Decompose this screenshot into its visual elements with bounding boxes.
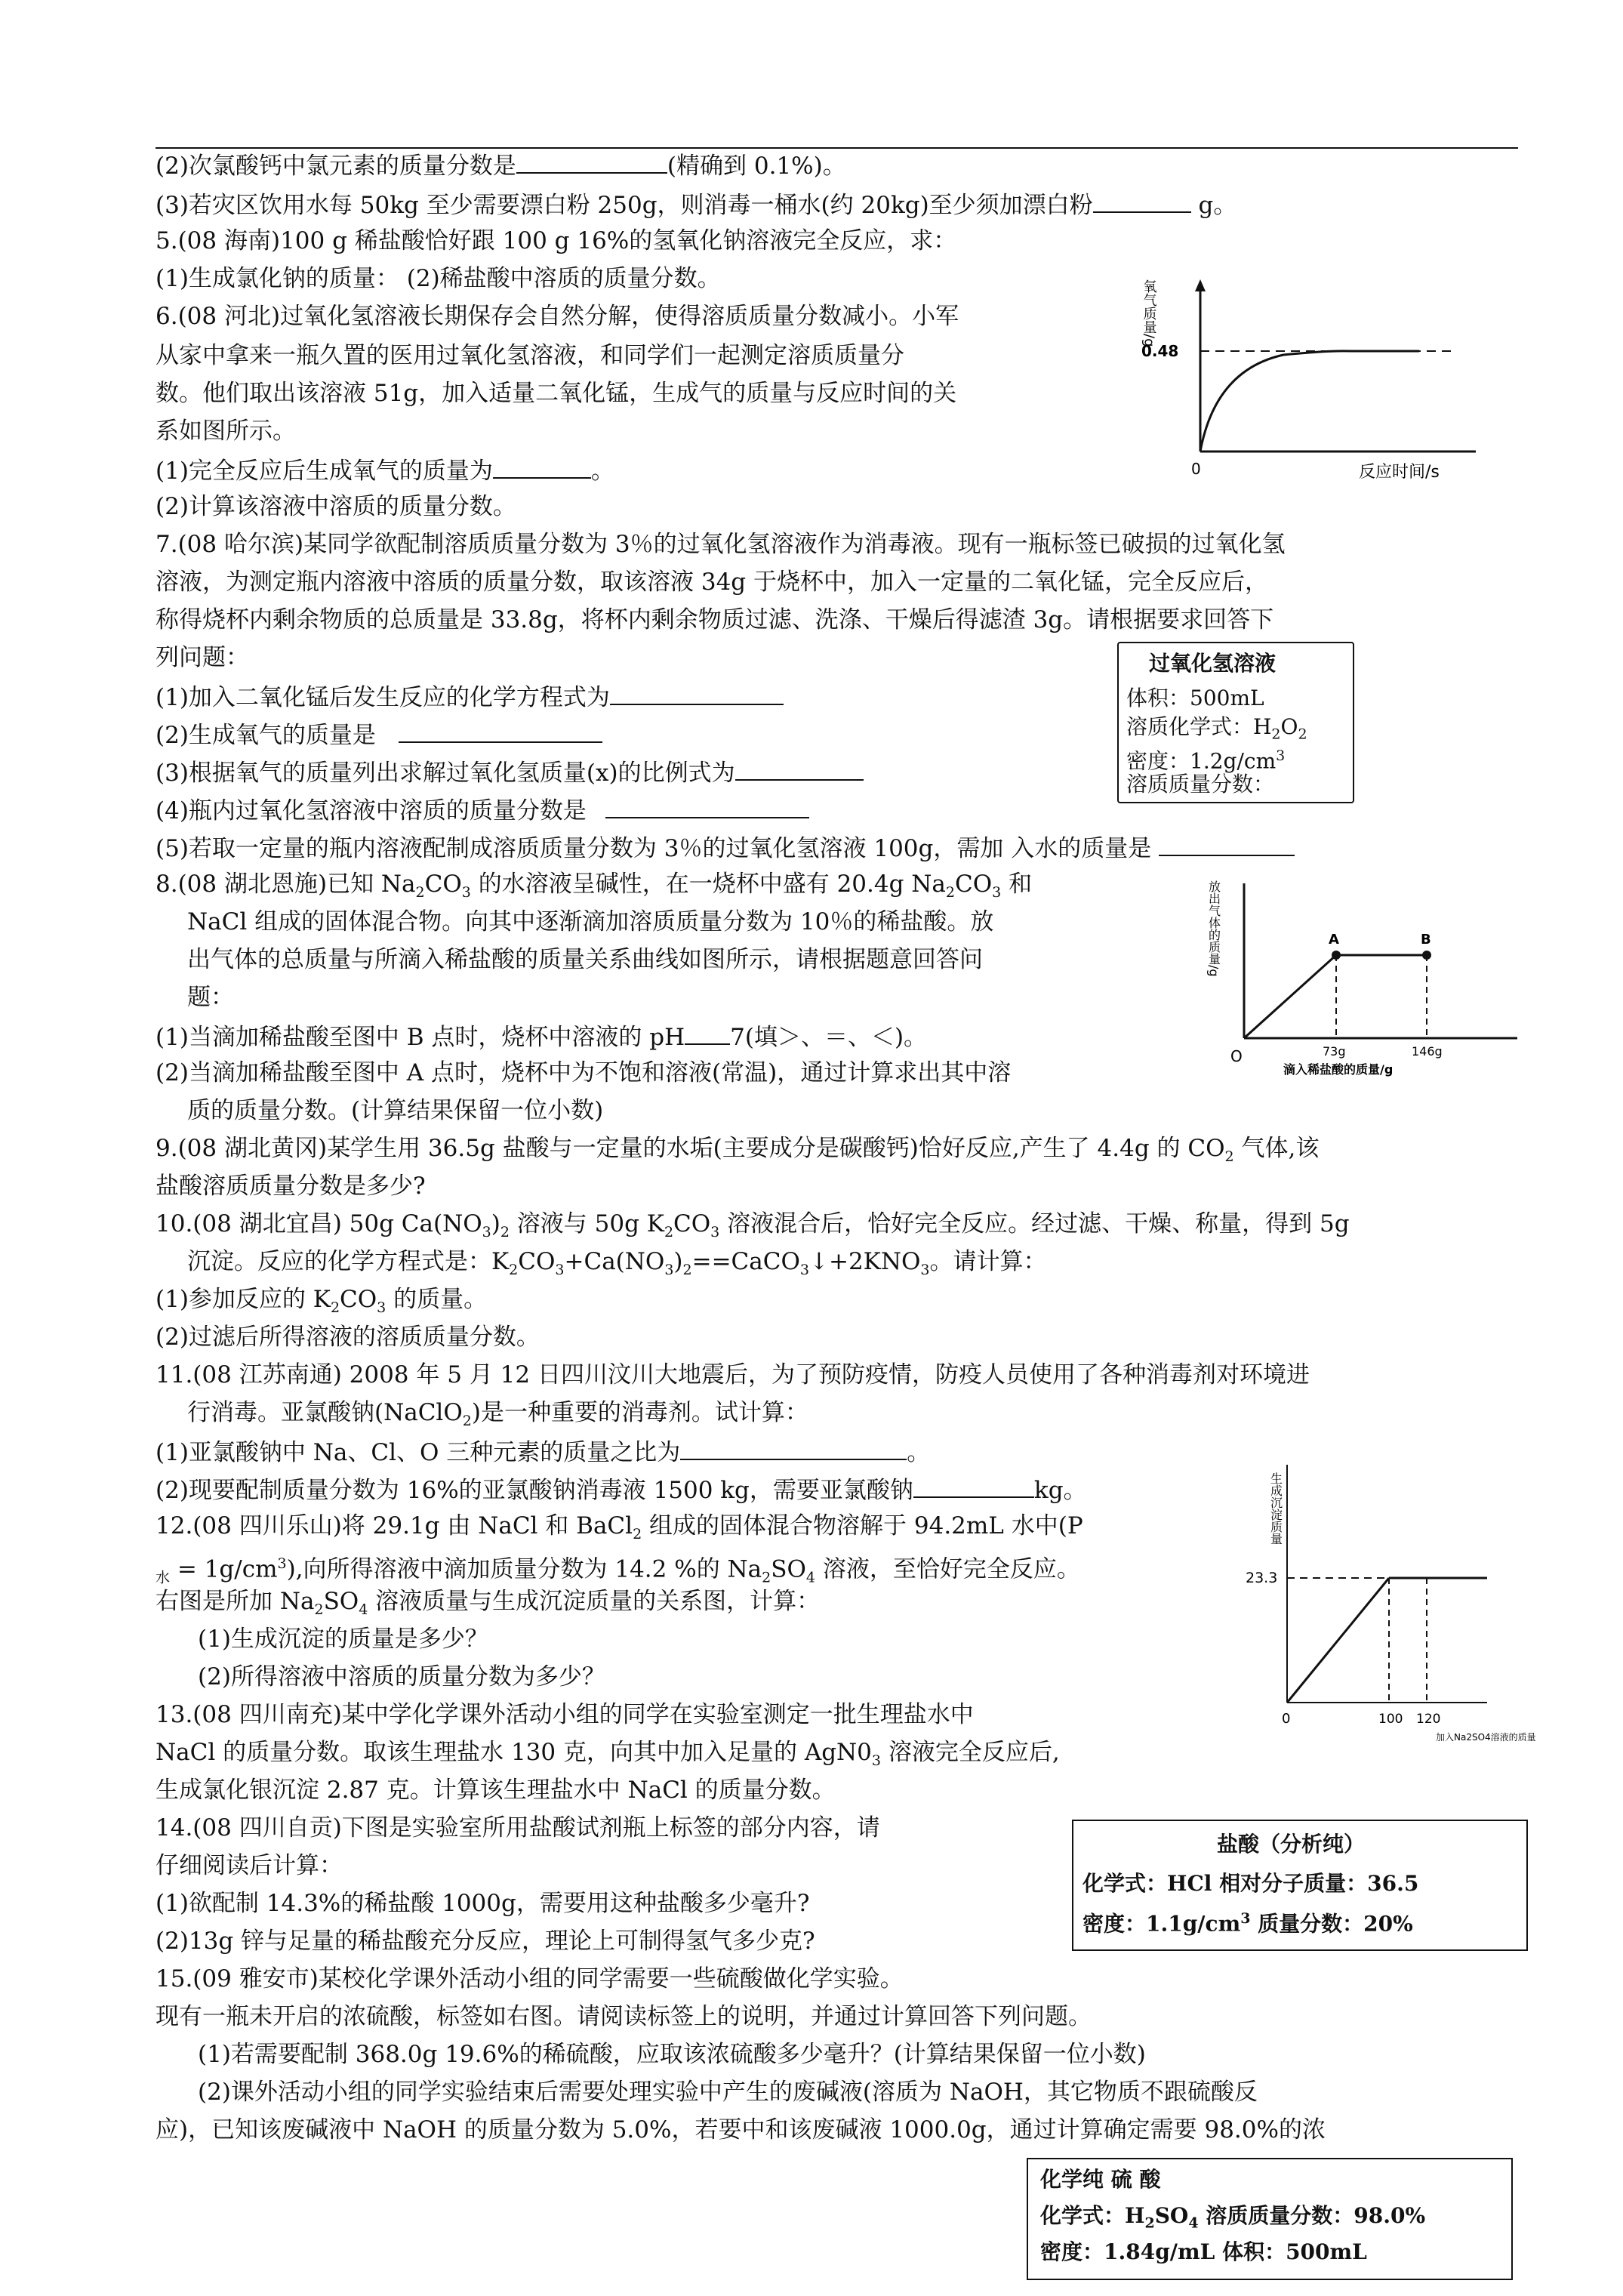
answer-blank xyxy=(493,455,591,479)
text-line: 列问题： xyxy=(156,644,249,671)
text-line: (1)生成氯化钠的质量： (2)稀盐酸中溶质的质量分数。 xyxy=(156,265,721,292)
text-line: (3)根据氧气的质量列出求解过氧化氢质量(x)的比例式为 xyxy=(156,757,864,787)
y-tick-label: 23.3 xyxy=(1246,1570,1278,1586)
text-line: 5.(08 海南)100 g 稀盐酸恰好跟 100 g 16%的氢氧化钠溶液完全反应，求： xyxy=(156,227,957,254)
text-line: 12.(08 四川乐山)将 29.1g 由 NaCl 和 BaCl$_2$ 组成的固体混合物溶解于 94.2mL 水中(P xyxy=(156,1512,1083,1543)
y-tick-label: 0.48 xyxy=(1141,342,1179,360)
text-line: 现有一瓶未开启的浓硫酸，标签如右图。请阅读标签上的说明，并通过计算回答下列问题。 xyxy=(156,2003,1092,2030)
rising-line xyxy=(1244,955,1336,1038)
text-line: 称得烧杯内剩余物质的总质量是 33.8g，将杯内剩余物质过滤、洗涤、干燥后得滤渣 3g。请根据要求回答下 xyxy=(156,606,1274,633)
text-line: 9.(08 湖北黄冈)某学生用 36.5g 盐酸与一定量的水垢(主要成分是碳酸钙)恰好反应,产生了 4.4g 的 $CO_2$ 气体,该 xyxy=(156,1135,1320,1166)
text-line: (1)参加反应的 $K_2CO_3$ 的质量。 xyxy=(156,1286,488,1317)
text-line: (1)完全反应后生成氧气的质量为 。 xyxy=(156,455,614,485)
text-line: 系如图所示。 xyxy=(156,418,296,445)
curve xyxy=(1200,351,1419,451)
answer-blank xyxy=(680,1436,907,1460)
origin-label: 0 xyxy=(1282,1711,1291,1727)
text-line: 盐酸溶质质量分数是多少? xyxy=(156,1173,426,1200)
rising-line xyxy=(1287,1578,1389,1703)
answer-blank xyxy=(685,1021,730,1045)
label-formula: 化学式：$H_2SO_4$ 溶质质量分数：98.0% xyxy=(1040,2203,1426,2232)
top-rule xyxy=(156,147,1518,149)
answer-blank xyxy=(1159,832,1295,856)
text-line: 仔细阅读后计算： xyxy=(156,1852,343,1879)
point-b-label: B xyxy=(1421,932,1431,948)
label-volume: 体积：500mL xyxy=(1126,686,1264,710)
text-line: (1)欲配制 14.3%的稀盐酸 1000g，需要用这种盐酸多少毫升? xyxy=(156,1890,810,1917)
answer-blank xyxy=(913,1474,1034,1498)
h2o2-label xyxy=(1117,642,1354,803)
text-line: 15.(09 雅安市)某校化学课外活动小组的同学需要一些硫酸做化学实验。 xyxy=(156,1965,904,1992)
oxygen-chart xyxy=(1132,257,1495,483)
text-line: 行消毒。亚氯酸钠(NaClO$_2$)是一种重要的消毒剂。试计算： xyxy=(187,1399,808,1430)
x-axis-label: 滴入稀盐酸的质量/g xyxy=(1283,1062,1394,1077)
text-line: 质的质量分数。(计算结果保留一位小数) xyxy=(187,1097,604,1124)
text-line: 出气体的总质量与所滴入稀盐酸的质量关系曲线如图所示，请根据题意回答问 xyxy=(187,946,983,973)
answer-blank xyxy=(610,681,784,705)
text-line: 11.(08 江苏南通) 2008 年 5 月 12 日四川汶川大地震后，为了预防疫情，防疫人员使用了各种消毒剂对环境进 xyxy=(156,1361,1310,1388)
answer-blank xyxy=(1093,189,1191,213)
origin-label: O xyxy=(1230,1047,1243,1065)
text-line: 应)，已知该废碱液中 NaOH 的质量分数为 5.0%，若要中和该废碱液 1000.0g，通过计算确定需要 98.0%的浓 xyxy=(156,2116,1326,2143)
label-title: 过氧化氢溶液 xyxy=(1149,651,1277,676)
answer-blank xyxy=(516,149,667,174)
text-line: (1)加入二氧化锰后发生反应的化学方程式为 xyxy=(156,681,784,712)
point-a-label: A xyxy=(1329,932,1339,948)
text-line: (5)若取一定量的瓶内溶液配制成溶质质量分数为 3％的过氧化氢溶液 100g，需加 入水的质量是 xyxy=(156,832,1295,863)
h2so4-label xyxy=(1027,2158,1513,2280)
point-a xyxy=(1332,951,1341,960)
label-formula: 化学式：HCl 相对分子质量：36.5 xyxy=(1083,1871,1419,1896)
text-line: (2)过滤后所得溶液的溶质质量分数。 xyxy=(156,1324,540,1351)
text-line: 10.(08 湖北宜昌) 50g $Ca(NO_3)_2$ 溶液与 50g $K_2CO_3$ 溶液混合后，恰好完全反应。经过滤、干燥、称量，得到 5g xyxy=(156,1210,1350,1241)
label-density: 密度：1.84g/mL 体积：500mL xyxy=(1040,2239,1367,2264)
text-line: (2)当滴加稀盐酸至图中 A 点时，烧杯中为不饱和溶液(常温)，通过计算求出其中溶 xyxy=(156,1059,1012,1086)
precipitate-chart xyxy=(1238,1450,1548,1752)
text-line: 沉淀。反应的化学方程式是：$K_2CO_3+Ca(NO_3)_2==CaCO_3↓+2KNO_3$。请计算： xyxy=(187,1248,1047,1279)
y-axis-label: 生成沉淀质量 xyxy=(1268,1472,1283,1545)
y-axis-arrow xyxy=(1195,279,1206,291)
text-line: 从家中拿来一瓶久置的医用过氧化氢溶液，和同学们一起测定溶质质量分 xyxy=(156,342,904,369)
text-line: NaCl 的质量分数。取该生理盐水 130 克，向其中加入足量的 $AgN0_3$ 溶液完全反应后, xyxy=(156,1739,1060,1770)
x-tick-label: 146g xyxy=(1412,1044,1443,1059)
text-line: 题： xyxy=(187,984,234,1011)
text-line: 生成氯化银沉淀 2.87 克。计算该生理盐水中 NaCl 的质量分数。 xyxy=(156,1777,836,1804)
text-line: 6.(08 河北)过氧化氢溶液长期保存会自然分解，使得溶质质量分数减小。小军 xyxy=(156,303,959,330)
text-line: 8.(08 湖北恩施)已知 $Na_2CO_3$ 的水溶液呈碱性，在一烧杯中盛有 20.4g $Na_2CO_3$ 和 xyxy=(156,871,1033,901)
text-line: 7.(08 哈尔滨)某同学欲配制溶质质量分数为 3％的过氧化氢溶液作为消毒液。现有一瓶标签已破损的过氧化氢 xyxy=(156,531,1286,558)
y-axis-label: 放出气体的质量/g xyxy=(1206,880,1221,977)
label-title: 盐酸（分析纯） xyxy=(1217,1832,1366,1857)
text-line: (2)课外活动小组的同学实验结束后需要处理实验中产生的废碱液(溶质为 NaOH，其它物质不跟硫酸反 xyxy=(198,2079,1258,2106)
y-axis-label: 氧气质量/g xyxy=(1141,279,1157,347)
label-density: 密度：$1.2g/cm^3$ xyxy=(1126,747,1286,774)
x-axis-label: 加入Na2SO4溶液的质量 xyxy=(1436,1732,1536,1743)
hcl-label xyxy=(1072,1820,1528,1951)
text-line: (1)若需要配制 368.0g 19.6%的稀硫酸，应取该浓硫酸多少毫升？(计算结果保留一位小数) xyxy=(198,2041,1146,2068)
text-line: $_水 = 1g/cm^3$),向所得溶液中滴加质量分数为 14.2 %的 $Na_2SO_4$ 溶液，至恰好完全反应。 xyxy=(156,1555,1080,1586)
text-line: (1)当滴加稀盐酸至图中 B 点时，烧杯中溶液的 pH 7(填＞、＝、＜)。 xyxy=(156,1021,927,1052)
text-line: 溶液，为测定瓶内溶液中溶质的质量分数，取该溶液 34g 于烧杯中，加入一定量的二氧化锰，完全反应后， xyxy=(156,569,1268,596)
text-line: 13.(08 四川南充)某中学化学课外活动小组的同学在实验室测定一批生理盐水中 xyxy=(156,1701,974,1728)
text-line: 数。他们取出该溶液 51g，加入适量二氧化锰，生成气的质量与反应时间的关 xyxy=(156,380,957,407)
answer-blank xyxy=(399,719,602,743)
x-tick-label: 73g xyxy=(1323,1044,1346,1059)
gas-chart xyxy=(1200,868,1532,1095)
answer-blank xyxy=(605,794,809,818)
text-line: (2)生成氧气的质量是 xyxy=(156,719,602,750)
text-line: (4)瓶内过氧化氢溶液中溶质的质量分数是 xyxy=(156,794,809,825)
origin-label: 0 xyxy=(1191,460,1201,478)
text-line: (2)所得溶液中溶质的质量分数为多少？ xyxy=(198,1663,605,1690)
x-tick-label: 120 xyxy=(1416,1712,1441,1727)
text-line: 14.(08 四川自贡)下图是实验室所用盐酸试剂瓶上标签的部分内容，请 xyxy=(156,1814,880,1841)
text-line: (1)生成沉淀的质量是多少？ xyxy=(198,1626,488,1653)
label-title: 化学纯 硫 酸 xyxy=(1040,2167,1161,2192)
x-tick-label: 100 xyxy=(1378,1712,1403,1727)
answer-blank xyxy=(735,757,864,781)
text-line: (2)13g 锌与足量的稀盐酸充分反应，理论上可制得氢气多少克? xyxy=(156,1928,815,1955)
text-line: (1)亚氯酸钠中 Na、Cl、O 三种元素的质量之比为 。 xyxy=(156,1436,930,1467)
text-line: (2)计算该溶液中溶质的质量分数。 xyxy=(156,493,516,520)
x-axis-label: 反应时间/s xyxy=(1359,463,1440,482)
text-line: (2)现要配制质量分数为 16%的亚氯酸钠消毒液 1500 kg，需要亚氯酸钠 kg。 xyxy=(156,1474,1087,1505)
point-b xyxy=(1422,951,1431,960)
text-line: 右图是所加 $Na_2SO_4$ 溶液质量与生成沉淀质量的关系图，计算： xyxy=(156,1588,821,1619)
label-formula: 溶质化学式：$H_2O_2$ xyxy=(1126,714,1307,743)
text-line: NaCl 组成的固体混合物。向其中逐渐滴加溶质质量分数为 10％的稀盐酸。放 xyxy=(187,908,994,935)
label-density: 密度：$1.1g/cm^3$ 质量分数：20% xyxy=(1083,1910,1413,1937)
text-line: (3)若灾区饮用水每 50kg 至少需要漂白粉 250g，则消毒一桶水(约 20kg)至少须加漂白粉 g。 xyxy=(156,189,1236,220)
text-line: (2)次氯酸钙中氯元素的质量分数是 (精确到 0.1%)。 xyxy=(156,149,846,180)
label-fraction: 溶质质量分数： xyxy=(1126,772,1275,797)
